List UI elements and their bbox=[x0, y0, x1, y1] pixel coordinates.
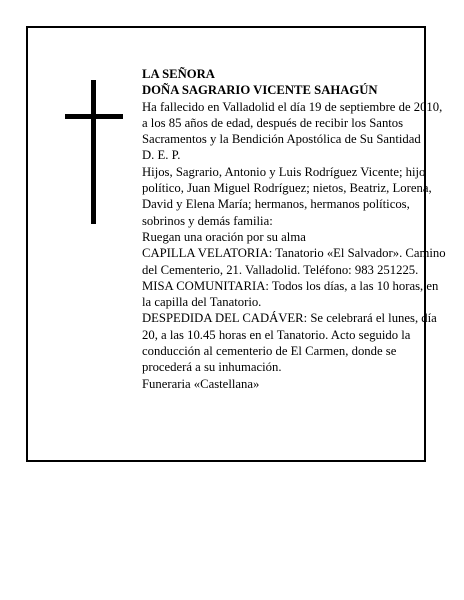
family-list: Hijos, Sagrario, Antonio y Luis Rodríguez Vicente; hijo político, Juan Miguel Rodríguez; nietos, Beatriz, Lorena, David y Elena María; hermanos, hermanos políticos, sobrinos y demás familia: bbox=[142, 164, 432, 228]
notice-heading: LA SEÑORA bbox=[142, 67, 215, 81]
funeral-home: Funeraria «Castellana» bbox=[142, 376, 260, 391]
cross-vertical-bar bbox=[91, 80, 96, 224]
mass-info: MISA COMUNITARIA: Todos los días, a las 10 horas, en la capilla del Tanatorio. bbox=[142, 278, 439, 310]
farewell-info: DESPEDIDA DEL CADÁVER: Se celebrará el lunes, día 20, a las 10.45 horas en el Tanatorio. Acto seguido la conducción al cementerio de El Carmen, donde se procederá a su inhumación. bbox=[142, 311, 437, 375]
cross-horizontal-bar bbox=[65, 114, 123, 119]
prayer-request: Ruegan una oración por su alma bbox=[142, 229, 306, 244]
rest-in-peace: D. E. P. bbox=[142, 148, 181, 163]
chapel-info: CAPILLA VELATORIA: Tanatorio «El Salvador». Camino del Cementerio, 21. Valladolid. Teléfono: 983 251225. bbox=[142, 246, 446, 277]
deceased-name: DOÑA SAGRARIO VICENTE SAHAGÚN bbox=[142, 83, 378, 98]
notice-body bbox=[142, 66, 447, 392]
death-announcement: Ha fallecido en Valladolid el día 19 de septiembre de 2010, a los 85 años de edad, después de recibir los Santos Sacramentos y la Bendición Apostólica de Su Santidad bbox=[142, 99, 443, 147]
obituary-notice bbox=[26, 26, 446, 462]
